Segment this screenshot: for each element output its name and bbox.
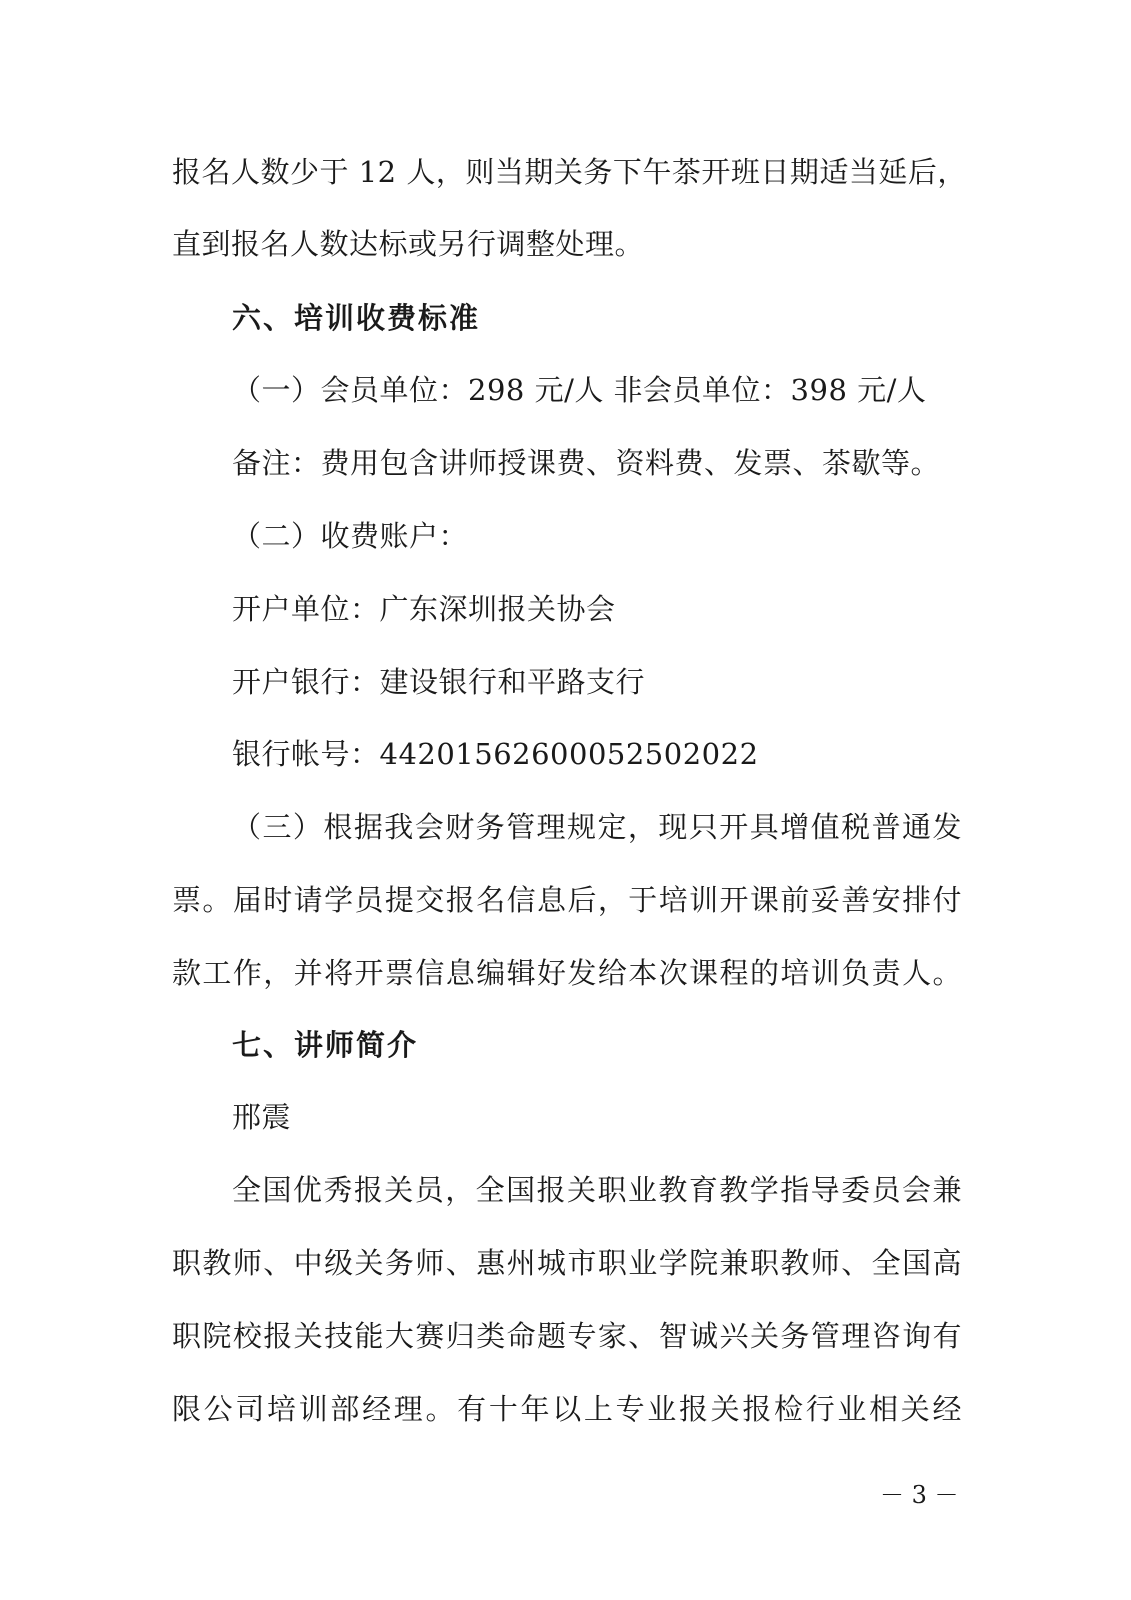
paragraph-line: 职教师、中级关务师、惠州城市职业学院兼职教师、全国高 (172, 1246, 962, 1280)
paragraph-line: 直到报名人数达标或另行调整处理。 (172, 227, 645, 261)
paragraph-line: 全国优秀报关员，全国报关职业教育教学指导委员会兼 (232, 1173, 962, 1207)
paragraph-line: 票。届时请学员提交报名信息后，于培训开课前妥善安排付 (172, 883, 962, 917)
fee-standard-line: （一）会员单位：298 元/人 非会员单位：398 元/人 (232, 373, 927, 407)
page-number: － 3 － (880, 1481, 959, 1509)
account-heading: （二）收费账户： (232, 519, 469, 553)
paragraph-line: （三）根据我会财务管理规定，现只开具增值税普通发 (232, 810, 962, 844)
paragraph-line: 款工作，并将开票信息编辑好发给本次课程的培训负责人。 (172, 956, 962, 990)
paragraph-line: 职院校报关技能大赛归类命题专家、智诚兴关务管理咨询有 (172, 1319, 962, 1353)
account-number-line: 银行帐号：44201562600052502022 (232, 737, 759, 771)
paragraph-line: 报名人数少于 12 人，则当期关务下午茶开班日期适当延后， (172, 155, 967, 189)
paragraph-line: 限公司培训部经理。有十年以上专业报关报检行业相关经 (172, 1392, 962, 1426)
lecturer-name: 邢震 (232, 1100, 292, 1134)
section-heading: 七、讲师简介 (232, 1028, 419, 1062)
account-unit-line: 开户单位：广东深圳报关协会 (232, 592, 616, 626)
fee-note-line: 备注：费用包含讲师授课费、资料费、发票、茶歇等。 (232, 446, 941, 480)
section-heading: 六、培训收费标准 (232, 301, 481, 335)
account-bank-line: 开户银行：建设银行和平路支行 (232, 665, 646, 699)
